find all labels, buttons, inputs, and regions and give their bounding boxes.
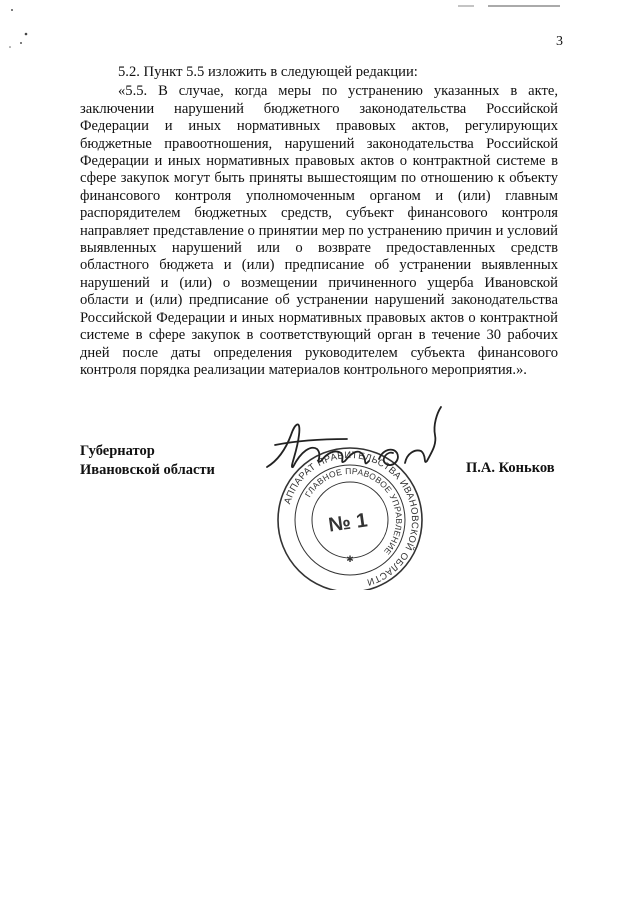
- signatory-name: П.А. Коньков: [466, 460, 555, 476]
- signatory-title-line-1: Губернатор: [80, 443, 155, 459]
- amendment-clause-text: «5.5. В случае, когда меры по устранению указанных в акте, заключении нарушений бюджетного законодательства Российской Федерации и иных нормативных правовых актов, регулирующих бюджетные правоотношения, нарушений законодательства Российской Федерации и иных нормативных правовых актов о контрактной системе в сфере закупок могут быть приняты вышестоящим по отношению к объекту финансового контроля уполномоченным органом и (или) главным распорядителем бюджетных средств, субъект финансового контроля направляет представление о принятии мер по устранению причин и условий выявленных нарушений или о возврате предоставленных средств областного бюджета и (или) предписание об устранении выявленных нарушений и (или) о возмещении причиненного ущерба Ивановской области и (или) предписание об устранении нарушений законодательства Российской Федерации и иных нормативных правовых актов о контрактной системе в сфере закупок в соответствующий орган в течение 30 рабочих дней после даты определения руководителем субъекта финансового контроля порядка реализации материалов контрольного мероприятия.».: [80, 83, 558, 378]
- official-seal-and-signature: [255, 405, 445, 590]
- seal-star-icon: ✱: [346, 554, 354, 564]
- signatory-title: [80, 442, 215, 480]
- seal-center-text: № 1: [327, 509, 369, 537]
- page-number: 3: [556, 34, 563, 49]
- signatory-title-line-2: Ивановской области: [80, 462, 215, 478]
- round-stamp: [278, 448, 422, 590]
- seal-outer-text: АППАРАТ ПРАВИТЕЛЬСТВА ИВАНОВСКОЙ ОБЛАСТИ: [282, 449, 421, 588]
- document-body: [80, 64, 558, 379]
- amendment-intro: 5.2. Пункт 5.5 изложить в следующей редакции:: [118, 64, 418, 80]
- seal-inner-text: ГЛАВНОЕ ПРАВОВОЕ УПРАВЛЕНИЕ: [302, 465, 405, 557]
